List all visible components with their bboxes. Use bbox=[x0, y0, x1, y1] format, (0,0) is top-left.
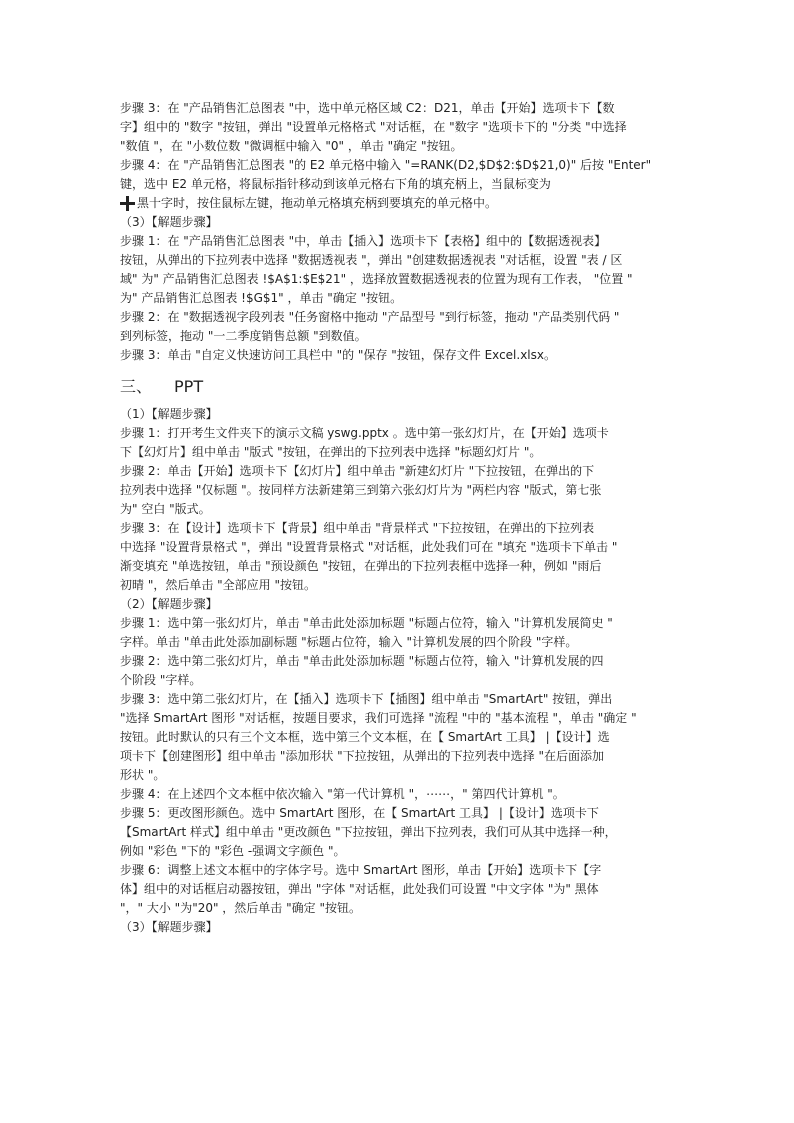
text-line: 按钮，从弹出的下拉列表中选择 "数据透视表 "，弹出 "创建数据透视表 "对话框，设置 "表 / 区 bbox=[120, 253, 623, 267]
text-line: 拉列表中选择 "仅标题 "。按同样方法新建第三到第六张幻灯片为 "两栏内容 "版式，第七张 bbox=[120, 483, 602, 497]
text-line: 项卡下【创建图形】组中单击 "添加形状 "下拉按钮，从弹出的下拉列表中选择 "在后面添加 bbox=[120, 749, 605, 763]
ppt-steps-block bbox=[120, 405, 680, 937]
text-line: 步骤 1：打开考生文件夹下的演示文稿 yswg.pptx 。选中第一张幻灯片，在【开始】选项卡 bbox=[120, 426, 609, 440]
text-line: "数值 "，在 "小数位数 "微调框中输入 "0" ，单击 "确定 "按钮。 bbox=[120, 139, 463, 153]
step-heading: （1）【解题步骤】 bbox=[120, 407, 218, 421]
black-cross-cursor-icon bbox=[120, 196, 135, 211]
text-line: 下【幻灯片】组中单击 "版式 "按钮，在弹出的下拉列表中选择 "标题幻灯片 "。 bbox=[120, 445, 542, 459]
document-page bbox=[120, 99, 680, 937]
text-line: 步骤 2：单击【开始】选项卡下【幻灯片】组中单击 "新建幻灯片 "下拉按钮，在弹出的下 bbox=[120, 464, 595, 478]
text-line: 【SmartArt 样式】组中单击 "更改颜色 "下拉按钮，弹出下拉列表，我们可从其中选择一种， bbox=[120, 825, 617, 839]
text-line-with-cross bbox=[120, 194, 680, 213]
text-line: 步骤 1：在 "产品销售汇总图表 "中，单击【插入】选项卡下【表格】组中的【数据透视表】 bbox=[120, 234, 607, 248]
pivot-steps-block bbox=[120, 213, 680, 365]
text-line: 步骤 2：选中第二张幻灯片，单击 "单击此处添加标题 "标题占位符，输入 "计算机发展的四 bbox=[120, 654, 604, 668]
text-line: 步骤 6：调整上述文本框中的字体字号。选中 SmartArt 图形，单击【开始】选项卡下【字 bbox=[120, 863, 602, 877]
section-heading-ppt bbox=[120, 376, 680, 398]
section-title: PPT bbox=[174, 377, 204, 396]
text-line: 步骤 2：在 "数据透视字段列表 "任务窗格中拖动 "产品型号 "到行标签，拖动 "产品类别代码 " bbox=[120, 310, 620, 324]
text-line: 字样。单击 "单击此处添加副标题 "标题占位符，输入 "计算机发展的四个阶段 "字样。 bbox=[120, 635, 578, 649]
text-line: 按钮。此时默认的只有三个文本框，选中第三个文本框，在【 SmartArt 工具】 |【设计】选 bbox=[120, 730, 610, 744]
text-line: 形状 "。 bbox=[120, 768, 166, 782]
text-line: 字】组中的 "数字 "按钮，弹出 "设置单元格格式 "对话框，在 "数字 "选项卡下的 "分类 "中选择 bbox=[120, 120, 627, 134]
step-heading: （3）【解题步骤】 bbox=[120, 920, 218, 934]
text-line: 初晴 "，然后单击 "全部应用 "按钮。 bbox=[120, 578, 317, 592]
text-line: "，" 大小 "为"20" ，然后单击 "确定 "按钮。 bbox=[120, 901, 361, 915]
text-line: 到列标签，拖动 "一二季度销售总额 "到数值。 bbox=[120, 329, 367, 343]
text-line: 为" 空白 "版式。 bbox=[120, 502, 211, 516]
text-line: 域" 为" 产品销售汇总图表 !$A$1:$E$21" ，选择放置数据透视表的位置为现有工作表， "位置 " bbox=[120, 272, 633, 286]
text-line: 为" 产品销售汇总图表 !$G$1" ，单击 "确定 "按钮。 bbox=[120, 291, 403, 305]
text-line: 例如 "彩色 "下的 "彩色 -强调文字颜色 "。 bbox=[120, 844, 346, 858]
step-heading: （3）【解题步骤】 bbox=[120, 215, 218, 229]
text-line: 渐变填充 "单选按钮，单击 "预设颜色 "按钮，在弹出的下拉列表框中选择一种，例如 "雨后 bbox=[120, 559, 602, 573]
text-line: 步骤 3：选中第二张幻灯片，在【插入】选项卡下【插图】组中单击 "SmartArt" 按钮，弹出 bbox=[120, 692, 613, 706]
step-heading: （2）【解题步骤】 bbox=[120, 597, 218, 611]
excel-steps-block bbox=[120, 99, 680, 213]
text-line: 步骤 4：在上述四个文本框中依次输入 "第一代计算机 "，⋯⋯，" 第四代计算机 "。 bbox=[120, 787, 565, 801]
section-number: 三、 bbox=[120, 377, 153, 396]
text-line: 黑十字时，按住鼠标左键，拖动单元格填充柄到要填充的单元格中。 bbox=[137, 196, 498, 210]
text-line: "选择 SmartArt 图形 "对话框，按题目要求，我们可选择 "流程 "中的 "基本流程 "，单击 "确定 " bbox=[120, 711, 637, 725]
text-line: 步骤 5：更改图形颜色。选中 SmartArt 图形，在【 SmartArt 工具】 |【设计】选项卡下 bbox=[120, 806, 599, 820]
text-line: 步骤 1：选中第一张幻灯片，单击 "单击此处添加标题 "标题占位符，输入 "计算机发展简史 " bbox=[120, 616, 613, 630]
text-line: 步骤 3：在 "产品销售汇总图表 "中，选中单元格区域 C2：D21，单击【开始】选项卡下【数 bbox=[120, 101, 615, 115]
text-line: 键，选中 E2 单元格，将鼠标指针移动到该单元格右下角的填充柄上，当鼠标变为 bbox=[120, 177, 551, 191]
text-line: 步骤 3：单击 "自定义快速访问工具栏中 "的 "保存 "按钮，保存文件 Excel.xlsx。 bbox=[120, 348, 556, 362]
text-line: 体】组中的对话框启动器按钮，弹出 "字体 "对话框，此处我们可设置 "中文字体 "为" 黑体 bbox=[120, 882, 599, 896]
text-line: 步骤 4：在 "产品销售汇总图表 "的 E2 单元格中输入 "=RANK(D2,$D$2:$D$21,0)" 后按 "Enter" bbox=[120, 158, 652, 172]
text-line: 中选择 "设置背景格式 "，弹出 "设置背景格式 "对话框，此处我们可在 "填充 "选项卡下单击 " bbox=[120, 540, 618, 554]
text-line: 步骤 3：在【设计】选项卡下【背景】组中单击 "背景样式 "下拉按钮，在弹出的下拉列表 bbox=[120, 521, 595, 535]
text-line: 个阶段 "字样。 bbox=[120, 673, 202, 687]
